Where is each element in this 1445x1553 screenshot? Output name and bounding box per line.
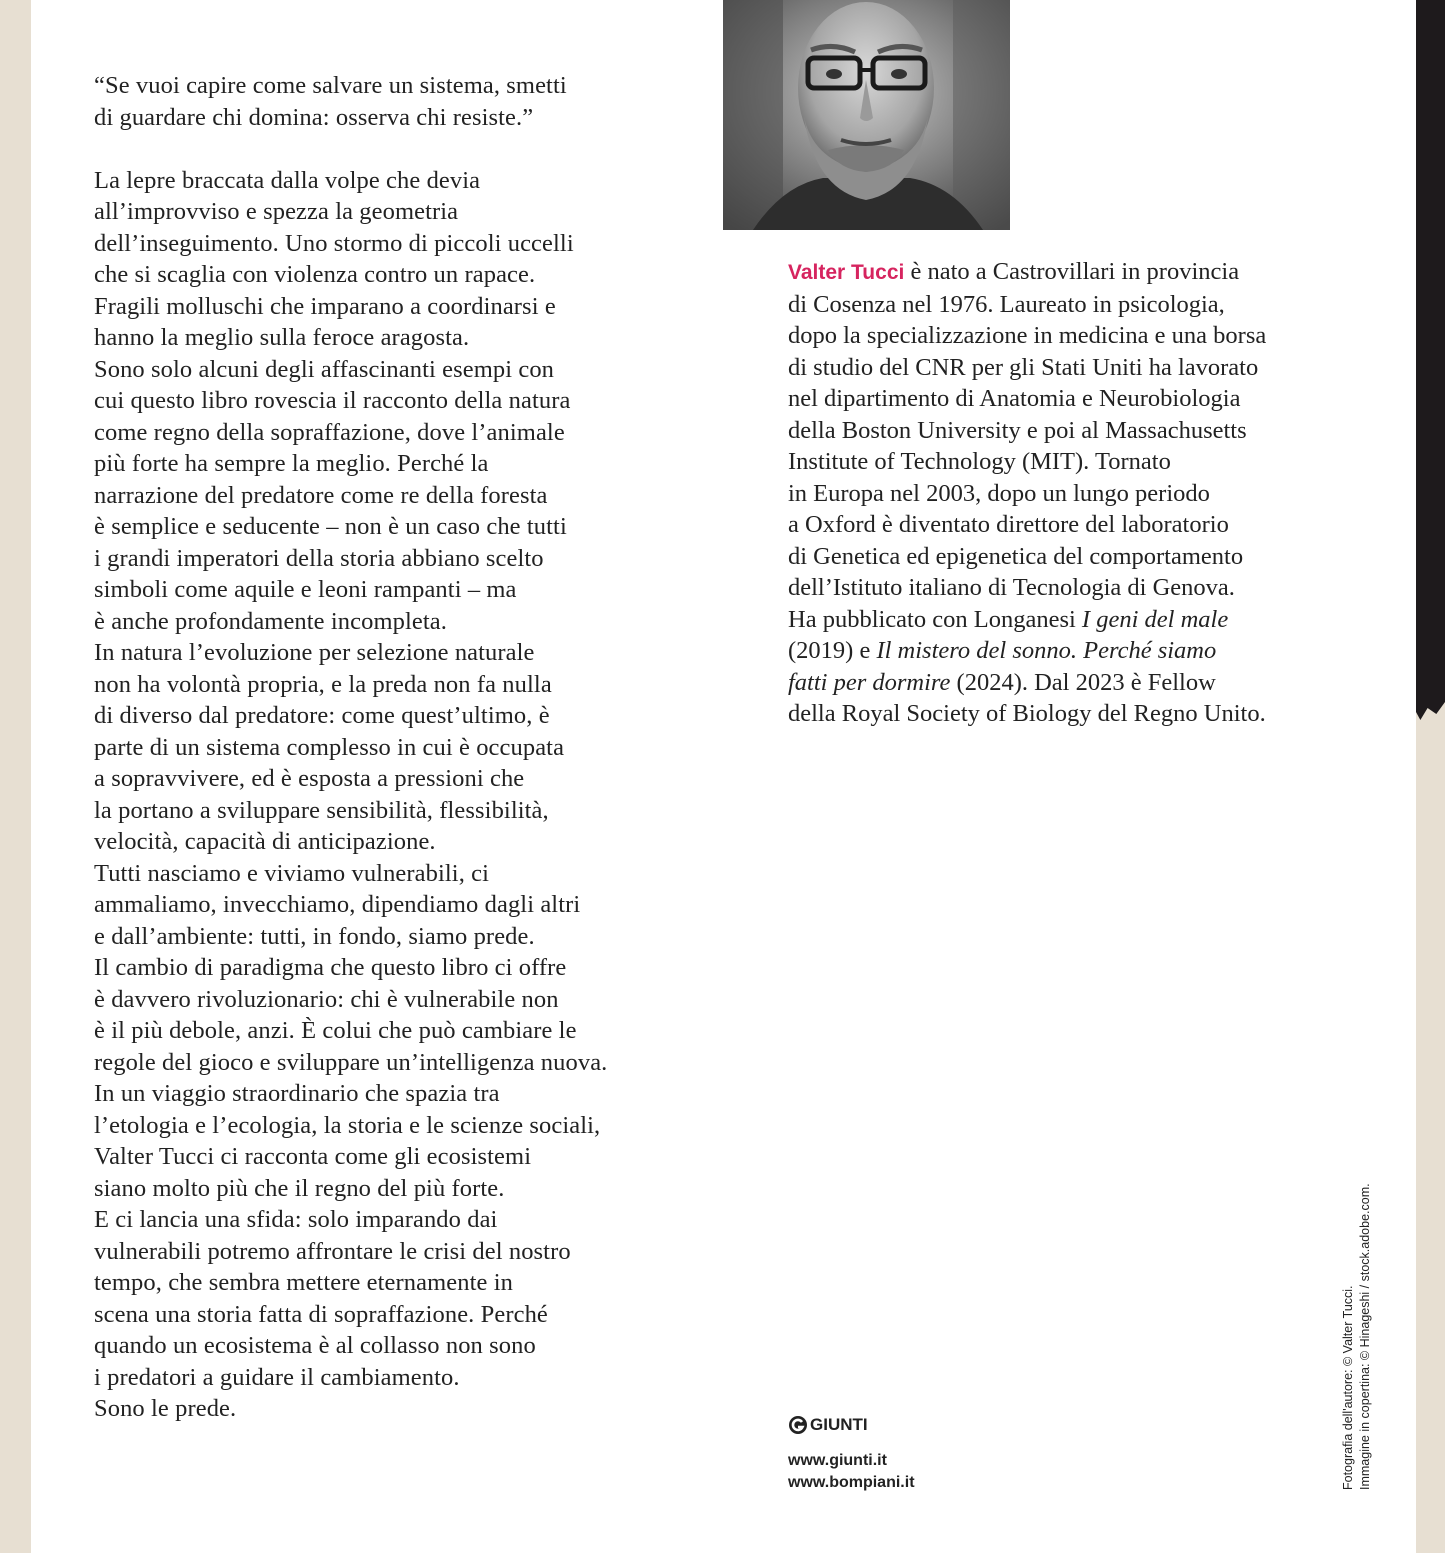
photo-credit: Fotografia dell'autore: © Valter Tucci. [1341, 1285, 1355, 1490]
blurb-line: di diverso dal predatore: come quest’ultimo, è [94, 702, 550, 729]
publisher-logo [788, 1415, 868, 1435]
bio-line [788, 635, 1378, 667]
blurb-column [94, 70, 694, 1425]
blurb-line: narrazione del predatore come re della foresta [94, 481, 548, 509]
image-credits [1340, 1183, 1374, 1490]
blurb-line: ammaliamo, invecchiamo, dipendiamo dagli altri [94, 891, 581, 918]
url-giunti[interactable]: www.giunti.it [788, 1452, 887, 1469]
blurb-line: Il cambio di paradigma che questo libro ci offre [94, 954, 567, 981]
bio-line-text: è nato a Castrovillari in provincia [904, 258, 1240, 285]
blurb-line: dell’inseguimento. Uno stormo di piccoli uccelli [94, 229, 574, 257]
bio-line-text: (2024). Dal 2023 è Fellow [950, 668, 1216, 696]
bio-line: dopo la specializzazione in medicina e una borsa [788, 322, 1267, 349]
blurb-line: Sono le prede. [94, 1395, 237, 1422]
blurb-line: tempo, che sembra mettere eternamente in [94, 1269, 513, 1296]
author-bio [788, 256, 1378, 730]
blurb-line: E ci lancia una sfida: solo imparando dai [94, 1206, 498, 1233]
publisher-logo-text: GIUNTI [810, 1415, 868, 1434]
blurb-line: parte di un sistema complesso in cui è occupata [94, 733, 565, 761]
blurb-line: vulnerabili potremo affrontare le crisi del nostro [94, 1237, 571, 1265]
bio-line: dell’Istituto italiano di Tecnologia di Genova. [788, 574, 1235, 601]
book-title-2: Il mistero del sonno. Perché siamo [876, 637, 1217, 664]
bio-line: di Genetica ed epigenetica del comportamento [788, 542, 1244, 570]
author-name: Valter Tucci [788, 261, 905, 284]
blurb-line: all’improvviso e spezza la geometria [94, 198, 459, 225]
blurb-line: simboli come aquile e leoni rampanti – ma [94, 576, 517, 603]
blurb-line: a sopravvivere, ed è esposta a pressioni che [94, 765, 525, 792]
blurb-line: l’etologia e l’ecologia, la storia e le scienze sociali, [94, 1111, 601, 1139]
blurb-line: non ha volontà propria, e la preda non fa nulla [94, 670, 552, 698]
blurb-line: è semplice e seducente – non è un caso che tutti [94, 513, 567, 540]
blurb-line: hanno la meglio sulla feroce aragosta. [94, 324, 470, 351]
author-portrait-illustration [723, 0, 1010, 230]
spine-edge-tear [1416, 690, 1445, 730]
blurb-line: è anche profondamente incompleta. [94, 607, 447, 635]
blurb-line: regole del gioco e sviluppare un’intelligenza nuova. [94, 1048, 608, 1076]
blurb-line: velocità, capacità di anticipazione. [94, 828, 436, 855]
url-bompiani[interactable]: www.bompiani.it [788, 1474, 915, 1491]
blurb-line: Sono solo alcuni degli affascinanti esempi con [94, 355, 555, 383]
blurb-line: i grandi imperatori della storia abbiano scelto [94, 544, 544, 572]
blurb-text [94, 165, 694, 1425]
epigraph-quote [94, 70, 694, 133]
bio-line: a Oxford è diventato direttore del laboratorio [788, 511, 1229, 538]
blurb-line: che si scaglia con violenza contro un rapace. [94, 261, 536, 288]
bio-line: della Boston University e poi al Massachusetts [788, 416, 1247, 444]
book-title-2-cont: fatti per dormire [788, 668, 951, 696]
blurb-line: In un viaggio straordinario che spazia tra [94, 1080, 500, 1107]
cover-credit: Immagine in copertina: © Hinageshi / stock.adobe.com. [1358, 1183, 1372, 1490]
blurb-line: più forte ha sempre la meglio. Perché la [94, 450, 489, 477]
publisher-urls [788, 1450, 915, 1494]
bio-line: di Cosenza nel 1976. Laureato in psicologia, [788, 290, 1225, 318]
spine-edge [1416, 0, 1445, 700]
bio-line [788, 256, 1378, 289]
bio-line-text: Ha pubblicato con Longanesi [788, 605, 1082, 633]
blurb-line: In natura l’evoluzione per selezione naturale [94, 639, 535, 666]
bio-line: della Royal Society of Biology del Regno Unito. [788, 700, 1266, 727]
blurb-line: Valter Tucci ci racconta come gli ecosistemi [94, 1143, 532, 1170]
blurb-line: la portano a sviluppare sensibilità, flessibilità, [94, 796, 549, 824]
blurb-line: scena una storia fatta di sopraffazione. Perché [94, 1300, 548, 1328]
blurb-line: è davvero rivoluzionario: chi è vulnerabile non [94, 985, 559, 1013]
blurb-line: e dall’ambiente: tutti, in fondo, siamo prede. [94, 922, 535, 950]
blurb-line: i predatori a guidare il cambiamento. [94, 1363, 460, 1391]
bio-line-text: (2019) e [788, 637, 877, 664]
blurb-line: come regno della sopraffazione, dove l’animale [94, 418, 565, 446]
blurb-line: quando un ecosistema è al collasso non sono [94, 1332, 536, 1359]
bio-line [788, 604, 1378, 636]
bio-line: di studio del CNR per gli Stati Uniti ha lavorato [788, 353, 1259, 381]
blurb-line: Fragili molluschi che imparano a coordinarsi e [94, 292, 556, 320]
blurb-line: La lepre braccata dalla volpe che devia [94, 166, 481, 194]
author-photo [723, 0, 1010, 230]
bio-line [788, 667, 1378, 699]
book-title-1: I geni del male [1081, 605, 1229, 633]
blurb-line: Tutti nasciamo e viviamo vulnerabili, ci [94, 859, 490, 887]
blurb-line: siano molto più che il regno del più forte. [94, 1174, 505, 1202]
bio-line: nel dipartimento di Anatomia e Neurobiologia [788, 385, 1241, 412]
quote-line: “Se vuoi capire come salvare un sistema, smetti [94, 72, 567, 99]
bio-line: Institute of Technology (MIT). Tornato [788, 448, 1171, 475]
quote-line: di guardare chi domina: osserva chi resiste.” [94, 103, 534, 131]
blurb-line: è il più debole, anzi. È colui che può cambiare le [94, 1017, 577, 1044]
blurb-line: cui questo libro rovescia il racconto della natura [94, 387, 571, 414]
bio-line: in Europa nel 2003, dopo un lungo periodo [788, 479, 1210, 507]
giunti-g-icon [788, 1415, 808, 1435]
